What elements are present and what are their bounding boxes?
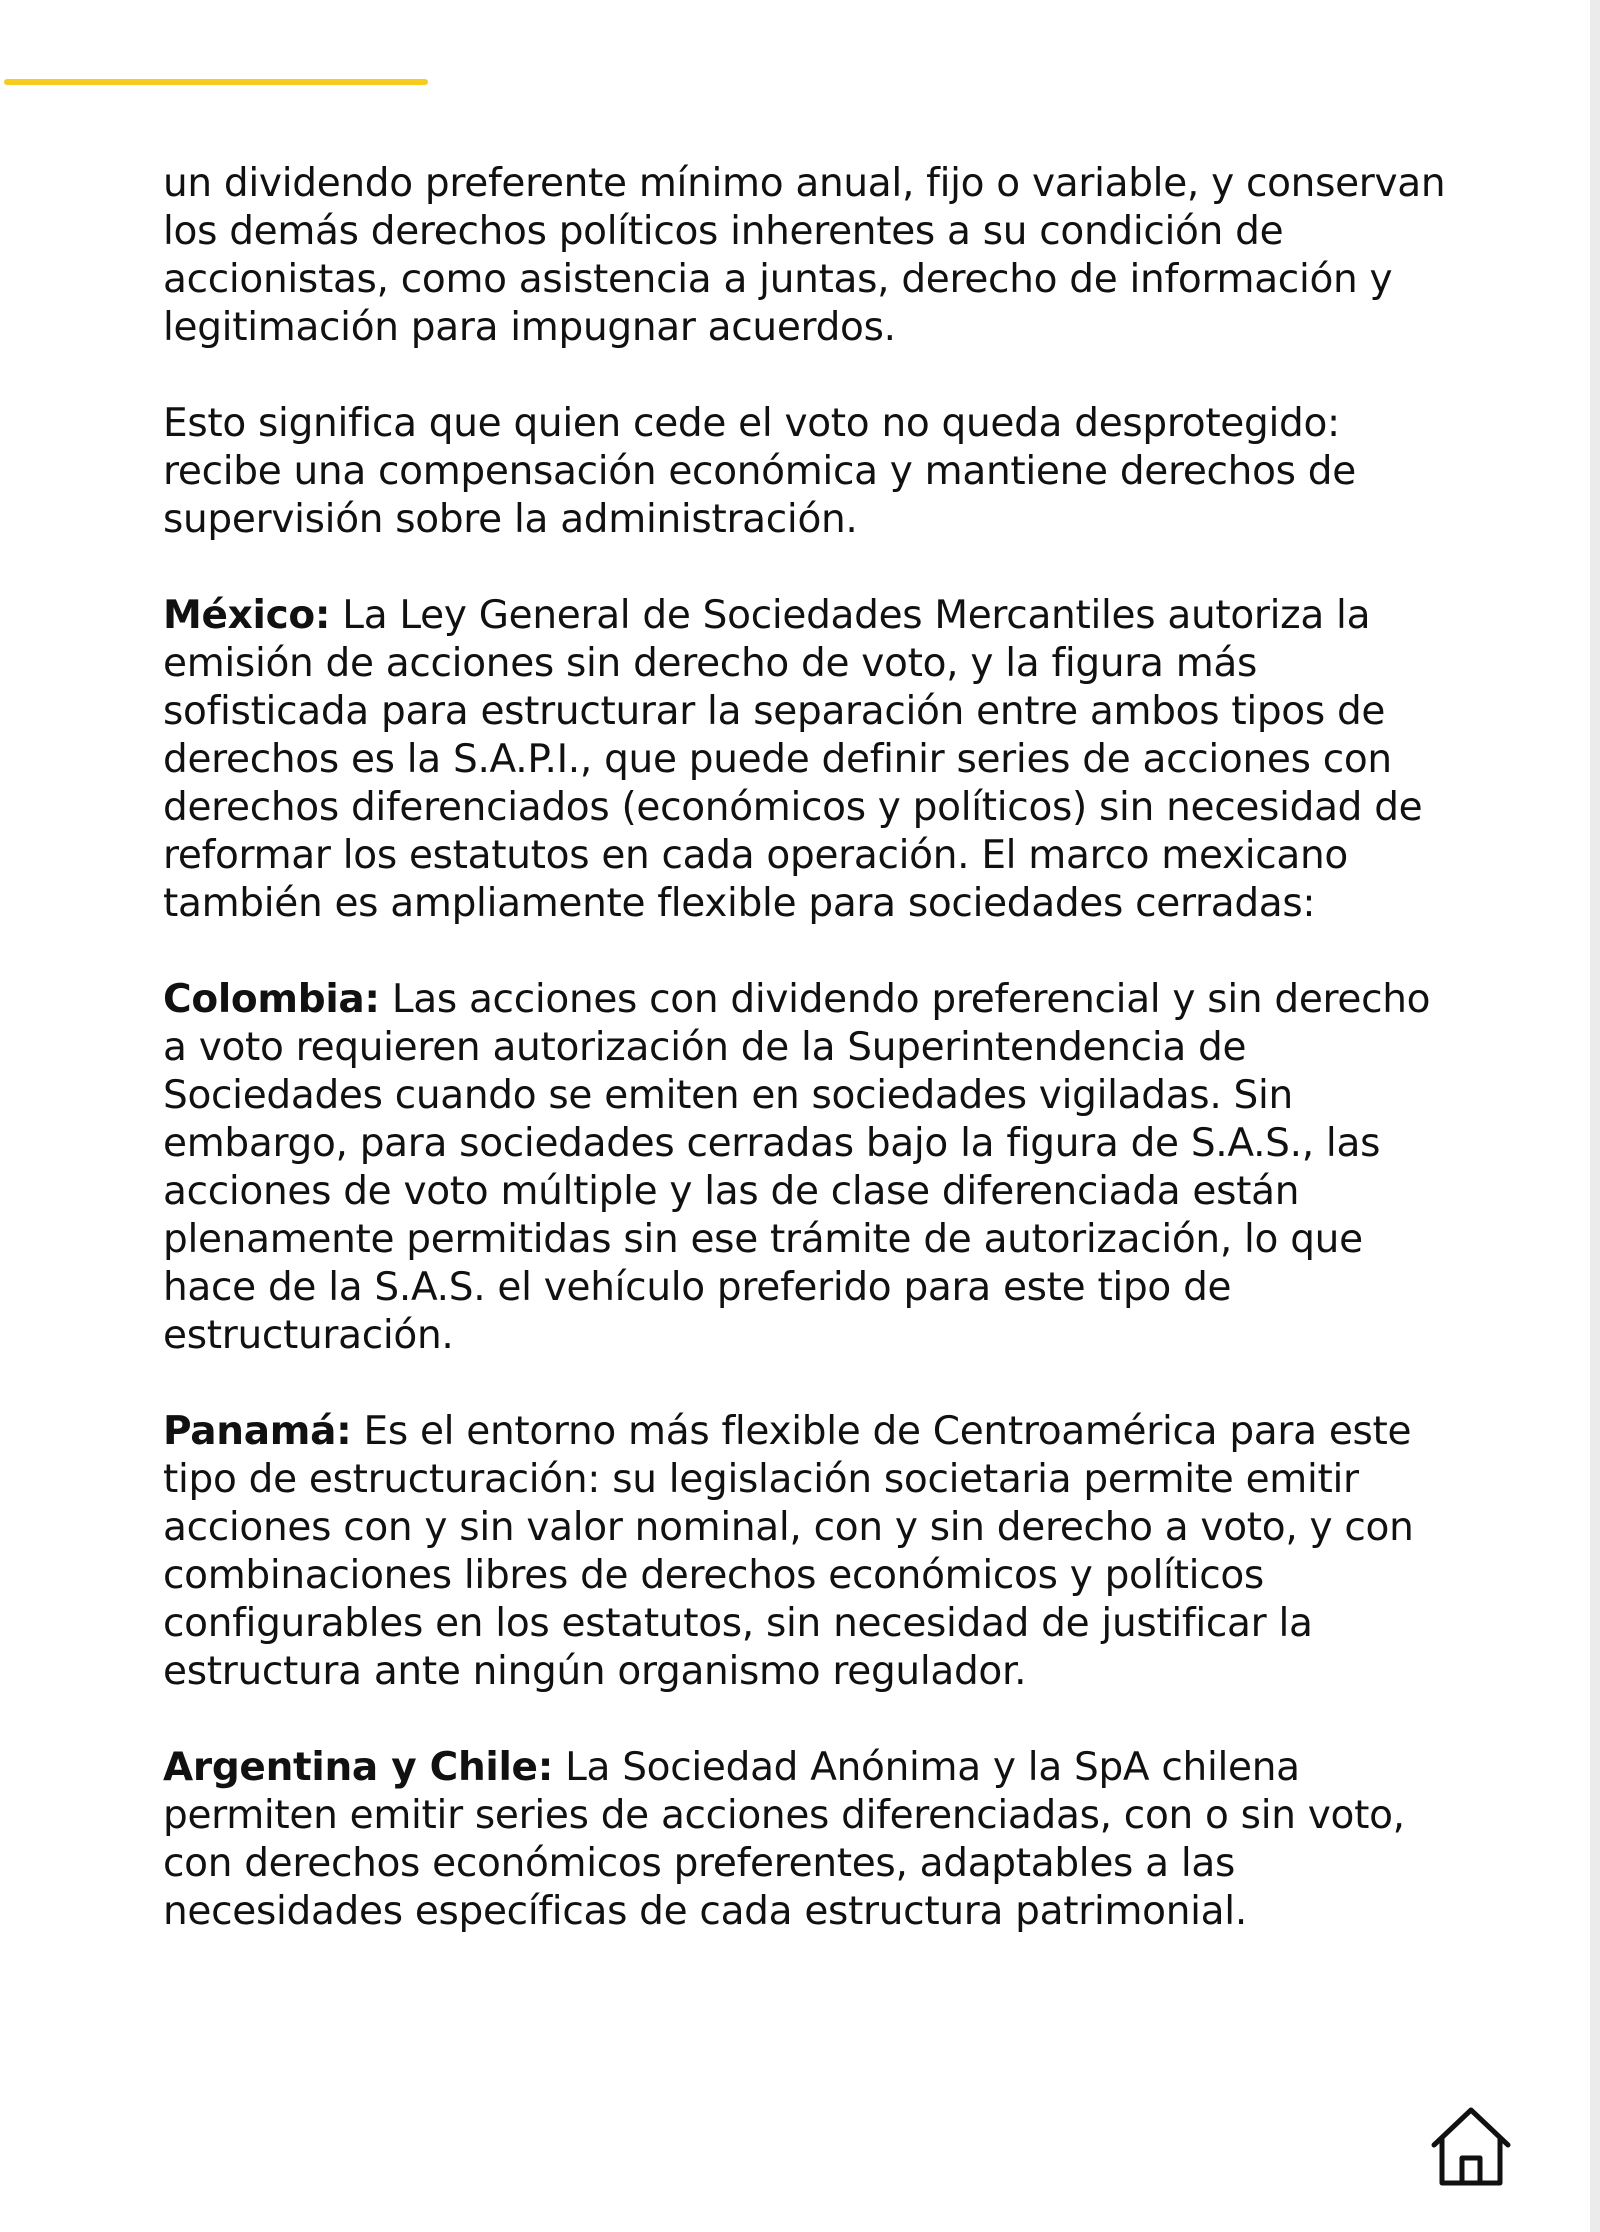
paragraph-argentina-chile [163, 1744, 1463, 1936]
paragraph-colombia [163, 976, 1463, 1360]
paragraph-lead-colombia: Colombia: [163, 977, 380, 1022]
paragraph-text: La Ley General de Sociedades Mercantiles autoriza la emisión de acciones sin derecho de voto, y la figura más sofisticada para estructurar la separación entre ambos tipos de derechos es la S.A.P.I., que puede definir series de acciones con derechos diferenciados (económicos y políticos) sin necesidad de reformar los estatutos en cada operación. El marco mexicano también es ampliamente flexible para sociedades cerradas: [163, 593, 1423, 926]
paragraph-text: Las acciones con dividendo preferencial y sin derecho a voto requieren autorización de la Superintendencia de Sociedades cuando se emiten en sociedades vigiladas. Sin embargo, para sociedades cerradas bajo la figura de S.A.S., las acciones de voto múltiple y las de clase diferenciada están plenamente permitidas sin ese trámite de autorización, lo que hace de la S.A.S. el vehículo preferido para este tipo de estructuración. [163, 977, 1431, 1358]
home-icon [1428, 2104, 1514, 2190]
paragraph-dividend-rights [163, 160, 1463, 352]
page-edge [1590, 0, 1600, 2232]
paragraph-protection [163, 400, 1463, 544]
paragraph-text: un dividendo preferente mínimo anual, fijo o variable, y conservan los demás derechos políticos inherentes a su condición de accionistas, como asistencia a juntas, derecho de información y legitimación para impugnar acuerdos. [163, 161, 1446, 350]
paragraph-lead-argentina-chile: Argentina y Chile: [163, 1745, 553, 1790]
home-button[interactable] [1428, 2104, 1514, 2190]
paragraph-lead-mexico: México: [163, 593, 331, 638]
paragraph-mexico [163, 592, 1463, 928]
paragraph-text: La Sociedad Anónima y la SpA chilena permiten emitir series de acciones diferenciadas, con o sin voto, con derechos económicos preferentes, adaptables a las necesidades específicas de cada estructura patrimonial. [163, 1745, 1405, 1934]
paragraph-text: Es el entorno más flexible de Centroamérica para este tipo de estructuración: su legislación societaria permite emitir acciones con y sin valor nominal, con y sin derecho a voto, y con combinaciones libres de derechos económicos y políticos configurables en los estatutos, sin necesidad de justificar la estructura ante ningún organismo regulador. [163, 1409, 1414, 1694]
paragraph-text: Esto significa que quien cede el voto no queda desprotegido: recibe una compensación económica y mantiene derechos de supervisión sobre la administración. [163, 401, 1356, 542]
paragraph-panama [163, 1408, 1463, 1696]
paragraph-lead-panama: Panamá: [163, 1409, 352, 1454]
document-body [163, 160, 1463, 1984]
accent-line [4, 79, 428, 85]
